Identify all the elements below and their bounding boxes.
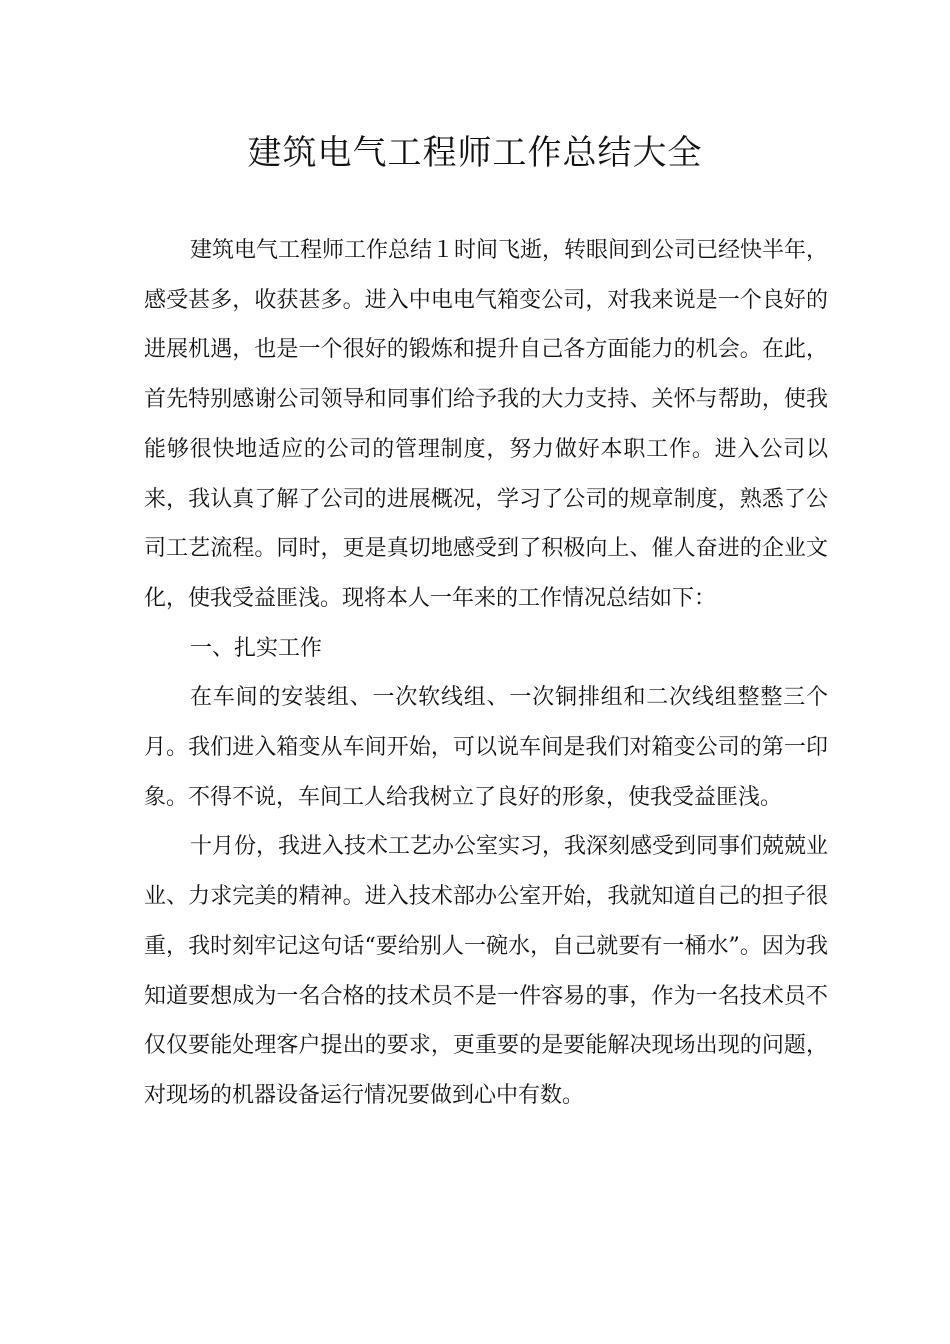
paragraph-workshop: 在车间的安装组、一次软线组、一次铜排组和二次线组整整三个月。我们进入箱变从车间开始，可以说车间是我们对箱变公司的第一印象。不得不说，车间工人给我树立了良好的形象，使我受益匪浅。: [144, 685, 828, 810]
document-title: 建筑电气工程师工作总结大全: [247, 133, 703, 173]
paragraph-intro: 建筑电气工程师工作总结１时间飞逝，转眼间到公司已经快半年，感受甚多，收获甚多。进入中电电气箱变公司，对我来说是一个良好的进展机遇，也是一个很好的锻炼和提升自己各方面能力的机会。在此，首先特别感谢公司领导和同事们给予我的大力支持、关怀与帮助，使我能够很快地适应的公司的管理制度，努力做好本职工作。进入公司以来，我认真了解了公司的进展概况，学习了公司的规章制度，熟悉了公司工艺流程。同时，更是真切地感受到了积极向上、催人奋进的企业文化，使我受益匪浅。现将本人一年来的工作情况总结如下：: [144, 238, 829, 611]
paragraph-tech-office: 十月份，我进入技术工艺办公室实习，我深刻感受到同事们兢兢业业、力求完美的精神。进入技术部办公室开始，我就知道自己的担子很重，我时刻牢记这句话“要给别人一碗水，自己就要有一桶水”。因为我知道要想成为一名合格的技术员不是一件容易的事，作为一名技术员不仅仅要能处理客户提出的要求，更重要的是要能解决现场出现的问题，对现场的机器设备运行情况要做到心中有数。: [144, 834, 829, 1108]
document-body: [144, 226, 828, 1121]
section-heading: 一、扎实工作: [190, 635, 323, 661]
